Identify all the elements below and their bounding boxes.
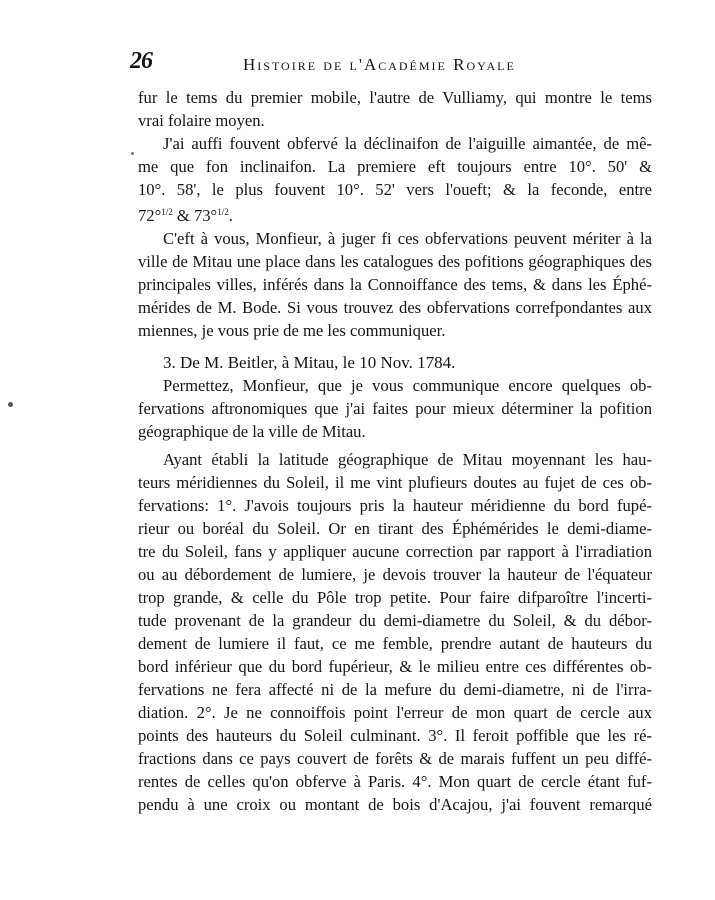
text-line: ville de Mitau une place dans les catalogues des pofitions géographiques des — [138, 252, 652, 271]
text-line: J'ai auffi fouvent obfervé la déclinaifon de l'aiguille aimantée, de mê- — [163, 134, 652, 153]
text-line: tude provenant de la grandeur du demi-diametre du Soleil, & du débor- — [138, 611, 652, 630]
inclination-low: 72° — [138, 206, 162, 225]
paragraph-intro — [138, 374, 652, 443]
text-line: bord inférieur que du bord fupérieur, & le milieu entre ces différentes ob- — [138, 657, 652, 676]
margin-speck — [8, 402, 13, 407]
section-heading: 3. De M. Beitler, à Mitau, le 10 Nov. 1784. — [163, 353, 456, 372]
text-line: me que fon inclinaifon. La premiere eft toujours entre 10°. 50' & — [138, 157, 652, 176]
text-line: 10°. 58', le plus fouvent 10°. 52' vers l'oueft; & la feconde, entre — [138, 180, 652, 199]
text-line: diation. 2°. Je ne connoiffois point l'erreur de mon quart de cercle aux — [138, 703, 652, 722]
line-end: . — [228, 206, 233, 225]
text-line-fractions — [138, 201, 652, 227]
fraction-high: 1/2 — [217, 207, 229, 217]
paragraph-declination — [138, 132, 652, 227]
text-line: principales villes, inférés dans la Connoiffance des tems, & dans les Éphé- — [138, 275, 652, 294]
text-line: points des hauteurs du Soleil culminant. 3°. Il feroit poffible que les ré- — [138, 726, 652, 745]
inclination-high: & 73° — [172, 206, 218, 225]
text-line: fervations: 1°. J'avois toujours pris la hauteur méridienne du bord fupé- — [138, 496, 652, 515]
margin-speck-small — [131, 152, 134, 155]
text-line: dement de lumiere il faut, ce me femble, prendre autant de hauteurs du — [138, 634, 652, 653]
text-line: Permettez, Monfieur, que je vous communique encore quelques ob- — [163, 376, 652, 395]
text-line: mérides de M. Bode. Si vous trouvez des obfervations correfpondantes aux — [138, 298, 652, 317]
text-line: rentes de celles qu'on obferve à Paris. 4°. Mon quart de cercle étant fuf- — [138, 772, 652, 791]
text-line: C'eft à vous, Monfieur, à juger fi ces obfervations peuvent mériter à la — [163, 229, 652, 248]
text-line: ou au débordement de lumiere, je devois trouver la hauteur de l'équateur — [138, 565, 652, 584]
paragraph-observations — [138, 448, 652, 816]
paragraph-continuation — [138, 86, 652, 132]
text-line: fervations aftronomiques que j'ai faites pour mieux déterminer la pofition — [138, 399, 652, 418]
text-line: tre du Soleil, fans y appliquer aucune correction par rapport à l'irradiation — [138, 542, 652, 561]
text-line: fur le tems du premier mobile, l'autre de Vulliamy, qui montre le tems — [138, 88, 652, 107]
running-title: Histoire de l'Académie Royale — [243, 55, 516, 74]
fraction-low: 1/2 — [161, 207, 173, 217]
body-text — [138, 86, 652, 816]
page-header — [0, 48, 715, 82]
text-line: teurs méridiennes du Soleil, il me vint plufieurs doutes au fujet de ces ob- — [138, 473, 652, 492]
text-line: trop grande, & celle du Pôle trop petite. Pour faire difparoître l'incerti- — [138, 588, 652, 607]
page-number: 26 — [130, 48, 152, 74]
text-line: géographique de la ville de Mitau. — [138, 422, 366, 441]
text-line: rieur ou boréal du Soleil. Or en tirant des Éphémérides le demi-diame- — [138, 519, 652, 538]
text-line: vrai folaire moyen. — [138, 111, 265, 130]
text-line: Ayant établi la latitude géographique de Mitau moyennant les hau- — [163, 450, 652, 469]
paragraph-request — [138, 227, 652, 342]
text-line: pendu à une croix ou montant de bois d'Acajou, j'ai fouvent remarqué — [138, 795, 652, 814]
text-line: miennes, je vous prie de me les communiquer. — [138, 321, 446, 340]
text-line: fractions dans ce pays couvert de forêts & de marais fuffent un peu diffé- — [138, 749, 652, 768]
text-line: fervations ne fera affecté ni de la mefure du demi-diametre, ni de l'irra- — [138, 680, 652, 699]
